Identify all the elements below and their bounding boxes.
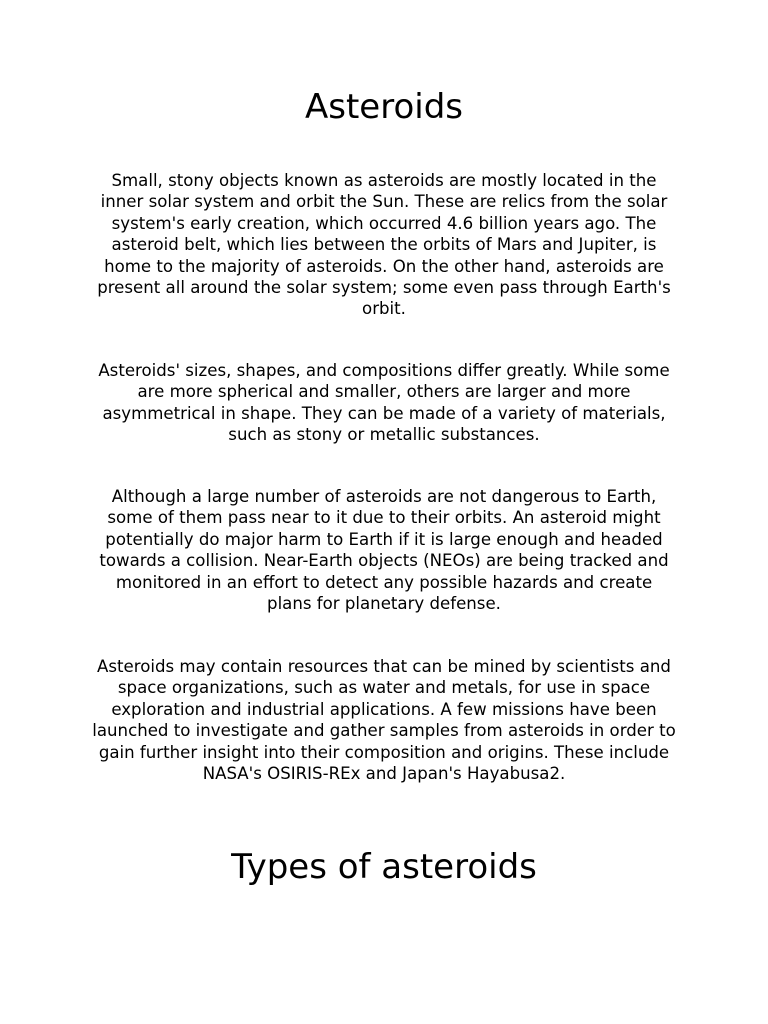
- paragraph-sizes-shapes: Asteroids' sizes, shapes, and compositions differ greatly. While some are more spherical and smaller, others are larger and more asymmetrical in shape. They can be made of a variety of materials, such as stony or metallic substances.: [98, 361, 670, 445]
- page-title: Asteroids: [305, 87, 463, 127]
- paragraph-intro: Small, stony objects known as asteroids are mostly located in the inner solar system and orbit the Sun. These are relics from the solar system's early creation, which occurred 4.6 billion years ago. The asteroid belt, which lies between the orbits of Mars and Jupiter, is home to the majority of asteroids. On the other hand, asteroids are present all around the solar system; some even pass through Earth's orbit.: [97, 171, 671, 319]
- section-heading-types: Types of asteroids: [231, 847, 537, 887]
- paragraph-resources-missions: Asteroids may contain resources that can be mined by scientists and space organizations, such as water and metals, for use in space exploration and industrial applications. A few missions have been launched to investigate and gather samples from asteroids in order to gain further insight into their composition and origins. These include NASA's OSIRIS-REx and Japan's Hayabusa2.: [92, 657, 676, 784]
- paragraph-earth-hazards: Although a large number of asteroids are not dangerous to Earth, some of them pass near to it due to their orbits. An asteroid might potentially do major harm to Earth if it is large enough and headed towards a collision. Near-Earth objects (NEOs) are being tracked and monitored in an effort to detect any possible hazards and create plans for planetary defense.: [99, 487, 669, 614]
